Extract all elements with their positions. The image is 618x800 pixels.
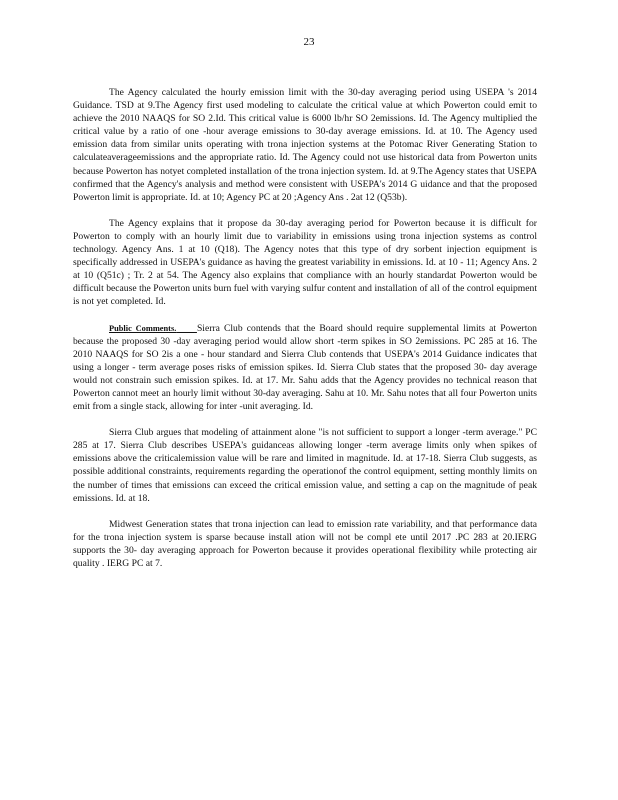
paragraph-midwest-generation: Midwest Generation states that trona injection can lead to emission rate variability, and that performance data for the trona injection system is sparse because install ation will not be compl ete until 2017 .PC 283 at 20.IERG supports the 30- day averaging approach for Powerton because it provides operational flexibility while protecting air quality . IERG PC at 7. <box>73 518 537 569</box>
paragraph-emission-limit-calculation: The Agency calculated the hourly emission limit with the 30-day averaging period using USEPA 's 2014 Guidance. TSD at 9.The Agency first used modeling to calculate the critical value at which Powerton could emit to achieve the 2010 NAAQS for SO 2.Id. This critical value is 6000 lb/hr SO 2emissions. Id. The Agency multiplied the critical value by a ratio of one -hour average emissions to 30-day average emissions. Id. at 10. The Agency used emission data from similar units operating with trona injection systems at the Potomac River Generating Station to calculateaverageemissions and the appropriate ratio. Id. The Agency could not use historical data from Powerton units because Powerton has notyet completed installation of the trona injection system. Id. at 9.The Agency states that USEPA confirmed that the Agency's analysis and method were consistent with USEPA's 2014 G uidance and that the proposed Powerton limit is appropriate. Id. at 10; Agency PC at 20 ;Agency Ans . 2at 12 (Q53b). <box>73 87 537 203</box>
document-body <box>73 86 537 570</box>
paragraph-averaging-period-rationale: The Agency explains that it propose da 30-day averaging period for Powerton because it is difficult for Powerton to comply with an hourly limit due to variability in emissions using trona injection systems as control technology. Agency Ans. 1 at 10 (Q18). The Agency notes that this type of dry sorbent injection equipment is specifically addressed in USEPA's guidance as having the greatest variability in emissions. Id. at 10 - 11; Agency Ans. 2 at 10 (Q51c) ; Tr. 2 at 54. The Agency also explains that compliance with an hourly standardat Powerton would be difficult because the Powerton units burn fuel with varying sulfur content and installation of all of the control equipment is not yet completed. Id. <box>73 217 537 308</box>
paragraph-public-comments-text: Sierra Club contends that the Board should require supplemental limits at Powerton because the proposed 30 -day averaging period would allow short -term spikes in SO 2emissions. PC 285 at 16. The 2010 NAAQS for SO 2is a one - hour standard and Sierra Club contends that USEPA's 2014 Guidance indicates that using a longer - term average poses risks of emission spikes. Id. Sierra Club states that the proposed 30- day average would not constrain such emission spikes. Id. at 17. Mr. Sahu adds that the Agency provides no technical reason that Powerton cannot meet an hourly limit without 30-day averaging. Sahu at 10. Mr. Sahu notes that all four Powerton units emit from a single stack, allowing for inter -unit averaging. Id. <box>73 322 537 413</box>
section-heading-public-comments: Public Comments. <box>109 323 177 333</box>
paragraph-sierra-club-argument: Sierra Club argues that modeling of attainment alone "is not sufficient to support a longer -term average." PC 285 at 17. Sierra Club describes USEPA's guidanceas allowing longer -term average limits only when spikes of emissions above the criticalemission value will be rare and limited in magnitude. Id. at 17-18. Sierra Club suggests, as possible additional constraints, requirements regarding the operationof the control equipment, setting monthly limits on the number of times that emissions can exceed the critical emission value, and setting a cap on the magnitude of peak emissions. Id. at 18. <box>73 427 537 504</box>
page-number: 23 <box>303 36 315 48</box>
paragraph-public-comments <box>73 322 537 414</box>
